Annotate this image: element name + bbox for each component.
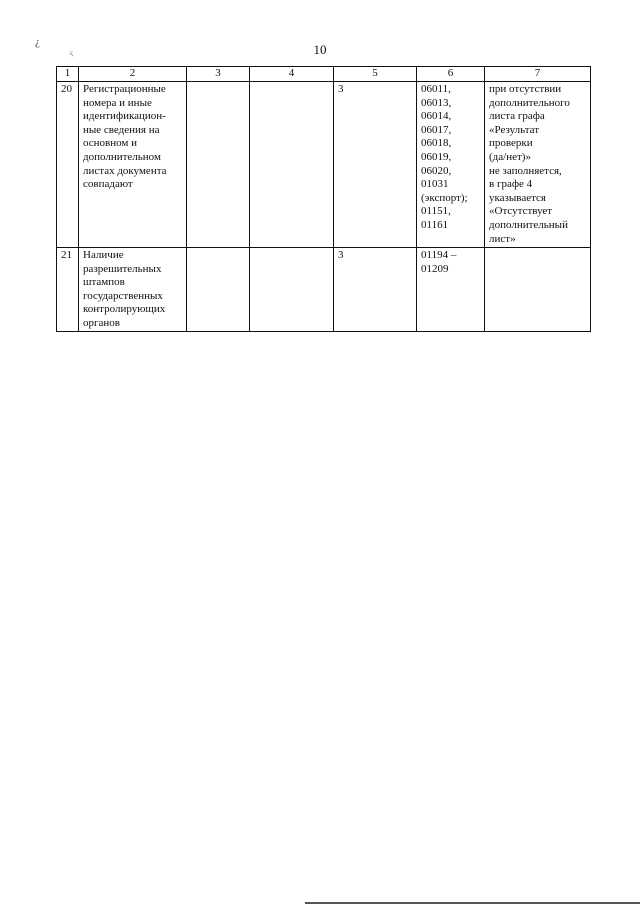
column-header-2: 2 [79,67,187,82]
column-header-7: 7 [485,67,591,82]
cell-col5: 3 [334,248,417,332]
table-row [57,82,591,248]
cell-col3 [187,82,250,248]
table-row [57,248,591,332]
column-header-6: 6 [417,67,485,82]
note [485,248,591,332]
column-header-4: 4 [250,67,334,82]
cell-col5: 3 [334,82,417,248]
form-codes: 06011, 06013, 06014, 06017, 06018, 06019, 06020, 01031 (экспорт); 01151, 01161 [417,82,485,248]
note: при отсутствии дополнительного листа графа «Результат проверки (да/нет)» не заполняется, в графе 4 указывается «Отсутствует дополнительный лист» [485,82,591,248]
column-header-1: 1 [57,67,79,82]
check-description: Наличие разрешительных штампов государственных контролирующих органов [79,248,187,332]
scan-edge-line [305,902,640,904]
verification-table [56,66,591,332]
page-number: 10 [313,42,327,57]
cell-col4 [250,248,334,332]
column-header-5: 5 [334,67,417,82]
check-description: Регистрационные номера и иные идентификацион- ные сведения на основном и дополнительном листах документа совпадают [79,82,187,248]
column-header-3: 3 [187,67,250,82]
row-number: 21 [57,248,79,332]
scan-artifact-mark: ¿ [35,36,40,48]
cell-col3 [187,248,250,332]
scan-artifact-small-mark: ς [70,48,74,57]
form-codes: 01194 – 01209 [417,248,485,332]
table-header-row [57,67,591,82]
cell-col4 [250,82,334,248]
row-number: 20 [57,82,79,248]
